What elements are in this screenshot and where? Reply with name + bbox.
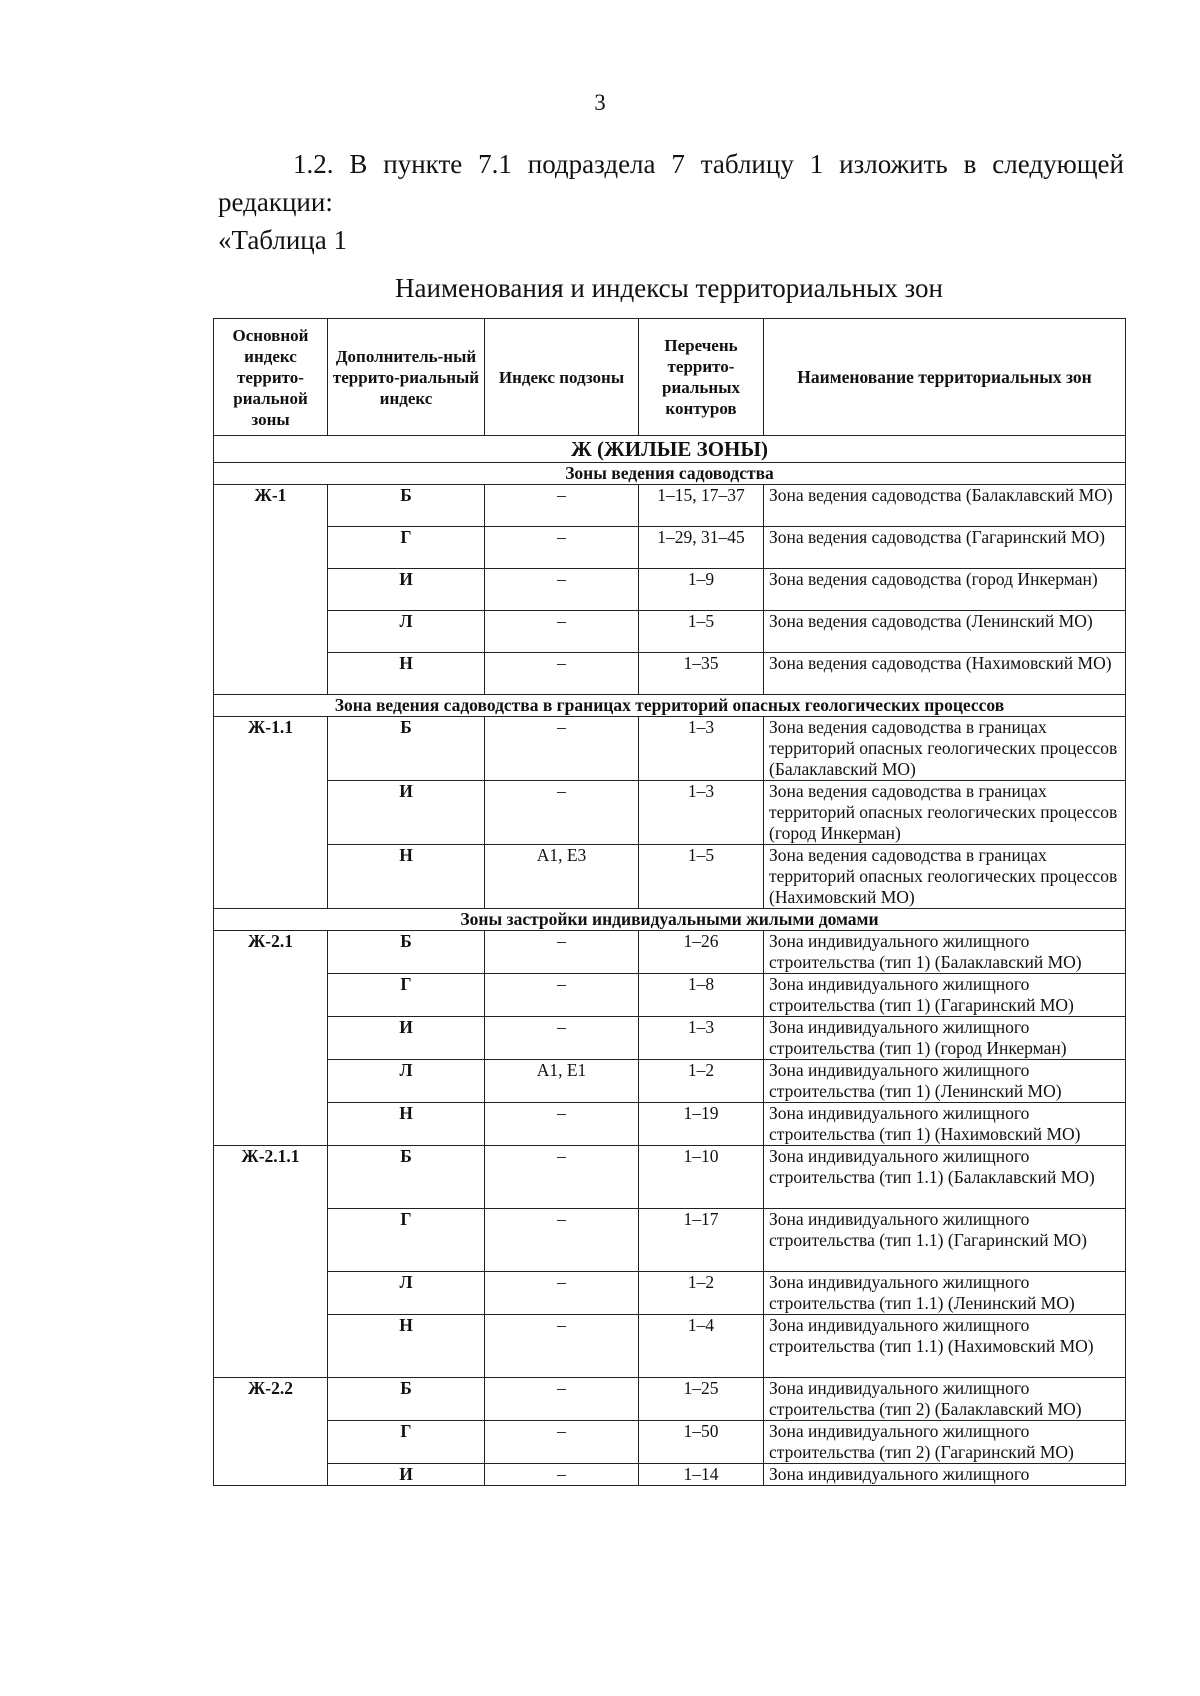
contours-list: 1–19 — [639, 1103, 764, 1146]
subzone-index: – — [485, 569, 639, 611]
subzone-index: – — [485, 1315, 639, 1378]
group-title: Зона ведения садоводства в границах территорий опасных геологических процессов — [214, 695, 1126, 717]
table-row — [214, 931, 1126, 974]
zone-name: Зона ведения садоводства (Балаклавский МО) — [764, 485, 1126, 527]
contours-list: 1–3 — [639, 717, 764, 781]
zones-table — [213, 318, 1126, 1486]
additional-index: Н — [328, 1103, 485, 1146]
table-row — [214, 781, 1126, 845]
zone-name: Зона ведения садоводства (Гагаринский МО) — [764, 527, 1126, 569]
additional-index: Н — [328, 653, 485, 695]
additional-index: И — [328, 1464, 485, 1486]
subzone-index: – — [485, 781, 639, 845]
zone-name: Зона индивидуального жилищного строительства (тип 1) (город Инкерман) — [764, 1017, 1126, 1060]
group-title: Зоны застройки индивидуальными жилыми домами — [214, 909, 1126, 931]
additional-index: Л — [328, 611, 485, 653]
zone-name: Зона индивидуального жилищного строительства (тип 1.1) (Балаклавский МО) — [764, 1146, 1126, 1209]
contours-list: 1–5 — [639, 845, 764, 909]
main-zone-index: Ж-1 — [214, 485, 328, 695]
contours-list: 1–35 — [639, 653, 764, 695]
additional-index: Г — [328, 974, 485, 1017]
table-row — [214, 611, 1126, 653]
group-title-row — [214, 909, 1126, 931]
contours-list: 1–14 — [639, 1464, 764, 1486]
zone-name: Зона индивидуального жилищного строительства (тип 1.1) (Нахимовский МО) — [764, 1315, 1126, 1378]
table-label: «Таблица 1 — [218, 225, 347, 255]
table-title: Наименования и индексы территориальных зон — [395, 273, 943, 303]
group-title-row — [214, 463, 1126, 485]
table-row — [214, 717, 1126, 781]
table-header-row — [214, 319, 1126, 436]
contours-list: 1–2 — [639, 1272, 764, 1315]
subzone-index: А1, Е3 — [485, 845, 639, 909]
additional-index: Г — [328, 1209, 485, 1272]
contours-list: 1–17 — [639, 1209, 764, 1272]
table-row — [214, 485, 1126, 527]
table-row — [214, 653, 1126, 695]
intro-paragraph: 1.2. В пункте 7.1 подраздела 7 таблицу 1 изложить в следующей редакции: — [218, 149, 1124, 217]
subzone-index: – — [485, 974, 639, 1017]
main-zone-index: Ж-1.1 — [214, 717, 328, 909]
contours-list: 1–8 — [639, 974, 764, 1017]
subzone-index: – — [485, 717, 639, 781]
zone-name: Зона индивидуального жилищного строительства (тип 2) (Балаклавский МО) — [764, 1378, 1126, 1421]
subzone-index: – — [485, 1421, 639, 1464]
header-main-index: Основной индекс террито-риальной зоны — [214, 319, 328, 436]
contours-list: 1–3 — [639, 781, 764, 845]
zone-name: Зона индивидуального жилищного — [764, 1464, 1126, 1486]
section-title: Ж (ЖИЛЫЕ ЗОНЫ) — [214, 436, 1126, 463]
table-row — [214, 1464, 1126, 1486]
zone-name: Зона ведения садоводства в границах территорий опасных геологических процессов (город Инкерман) — [764, 781, 1126, 845]
additional-index: Б — [328, 717, 485, 781]
table-row — [214, 1060, 1126, 1103]
additional-index: Н — [328, 1315, 485, 1378]
subzone-index: – — [485, 1464, 639, 1486]
group-title-row — [214, 695, 1126, 717]
subzone-index: – — [485, 611, 639, 653]
subzone-index: – — [485, 1146, 639, 1209]
table-row — [214, 1103, 1126, 1146]
header-subzone-index: Индекс подзоны — [485, 319, 639, 436]
subzone-index: – — [485, 527, 639, 569]
section-row — [214, 436, 1126, 463]
contours-list: 1–2 — [639, 1060, 764, 1103]
zone-name: Зона ведения садоводства в границах территорий опасных геологических процессов (Нахимовский МО) — [764, 845, 1126, 909]
table-row — [214, 1378, 1126, 1421]
additional-index: И — [328, 781, 485, 845]
header-contours: Перечень террито-риальных контуров — [639, 319, 764, 436]
subzone-index: – — [485, 485, 639, 527]
zone-name: Зона ведения садоводства (город Инкерман) — [764, 569, 1126, 611]
subzone-index: – — [485, 653, 639, 695]
subzone-index: – — [485, 1272, 639, 1315]
subzone-index: – — [485, 1017, 639, 1060]
zones-table-body — [214, 436, 1126, 1486]
additional-index: Б — [328, 485, 485, 527]
zone-name: Зона ведения садоводства (Нахимовский МО) — [764, 653, 1126, 695]
table-row — [214, 527, 1126, 569]
zone-name: Зона индивидуального жилищного строительства (тип 1) (Балаклавский МО) — [764, 931, 1126, 974]
contours-list: 1–4 — [639, 1315, 764, 1378]
contours-list: 1–10 — [639, 1146, 764, 1209]
zone-name: Зона индивидуального жилищного строительства (тип 1) (Гагаринский МО) — [764, 974, 1126, 1017]
subzone-index: – — [485, 931, 639, 974]
page-number: 3 — [594, 90, 606, 115]
subzone-index: – — [485, 1378, 639, 1421]
zone-name: Зона ведения садоводства в границах территорий опасных геологических процессов (Балаклавский МО) — [764, 717, 1126, 781]
table-row — [214, 1209, 1126, 1272]
zone-name: Зона индивидуального жилищного строительства (тип 1) (Нахимовский МО) — [764, 1103, 1126, 1146]
contours-list: 1–9 — [639, 569, 764, 611]
subzone-index: – — [485, 1209, 639, 1272]
table-row — [214, 1272, 1126, 1315]
subzone-index: А1, Е1 — [485, 1060, 639, 1103]
additional-index: Б — [328, 1378, 485, 1421]
additional-index: И — [328, 1017, 485, 1060]
contours-list: 1–3 — [639, 1017, 764, 1060]
table-row — [214, 1315, 1126, 1378]
table-row — [214, 1017, 1126, 1060]
table-row — [214, 1421, 1126, 1464]
zone-name: Зона индивидуального жилищного строительства (тип 2) (Гагаринский МО) — [764, 1421, 1126, 1464]
contours-list: 1–26 — [639, 931, 764, 974]
main-zone-index: Ж-2.1.1 — [214, 1146, 328, 1378]
zone-name: Зона индивидуального жилищного строительства (тип 1.1) (Ленинский МО) — [764, 1272, 1126, 1315]
subzone-index: – — [485, 1103, 639, 1146]
zone-name: Зона индивидуального жилищного строительства (тип 1.1) (Гагаринский МО) — [764, 1209, 1126, 1272]
additional-index: Н — [328, 845, 485, 909]
additional-index: Б — [328, 931, 485, 974]
table-row — [214, 569, 1126, 611]
group-title: Зоны ведения садоводства — [214, 463, 1126, 485]
additional-index: Г — [328, 527, 485, 569]
zone-name: Зона ведения садоводства (Ленинский МО) — [764, 611, 1126, 653]
additional-index: Б — [328, 1146, 485, 1209]
additional-index: Г — [328, 1421, 485, 1464]
table-row — [214, 974, 1126, 1017]
header-zone-name: Наименование территориальных зон — [764, 319, 1126, 436]
additional-index: Л — [328, 1272, 485, 1315]
main-zone-index: Ж-2.1 — [214, 931, 328, 1146]
contours-list: 1–25 — [639, 1378, 764, 1421]
contours-list: 1–29, 31–45 — [639, 527, 764, 569]
additional-index: И — [328, 569, 485, 611]
additional-index: Л — [328, 1060, 485, 1103]
header-additional-index: Дополнитель-ный террито-риальный индекс — [328, 319, 485, 436]
zone-name: Зона индивидуального жилищного строительства (тип 1) (Ленинский МО) — [764, 1060, 1126, 1103]
main-zone-index: Ж-2.2 — [214, 1378, 328, 1486]
contours-list: 1–50 — [639, 1421, 764, 1464]
table-row — [214, 1146, 1126, 1209]
table-row — [214, 845, 1126, 909]
contours-list: 1–15, 17–37 — [639, 485, 764, 527]
contours-list: 1–5 — [639, 611, 764, 653]
